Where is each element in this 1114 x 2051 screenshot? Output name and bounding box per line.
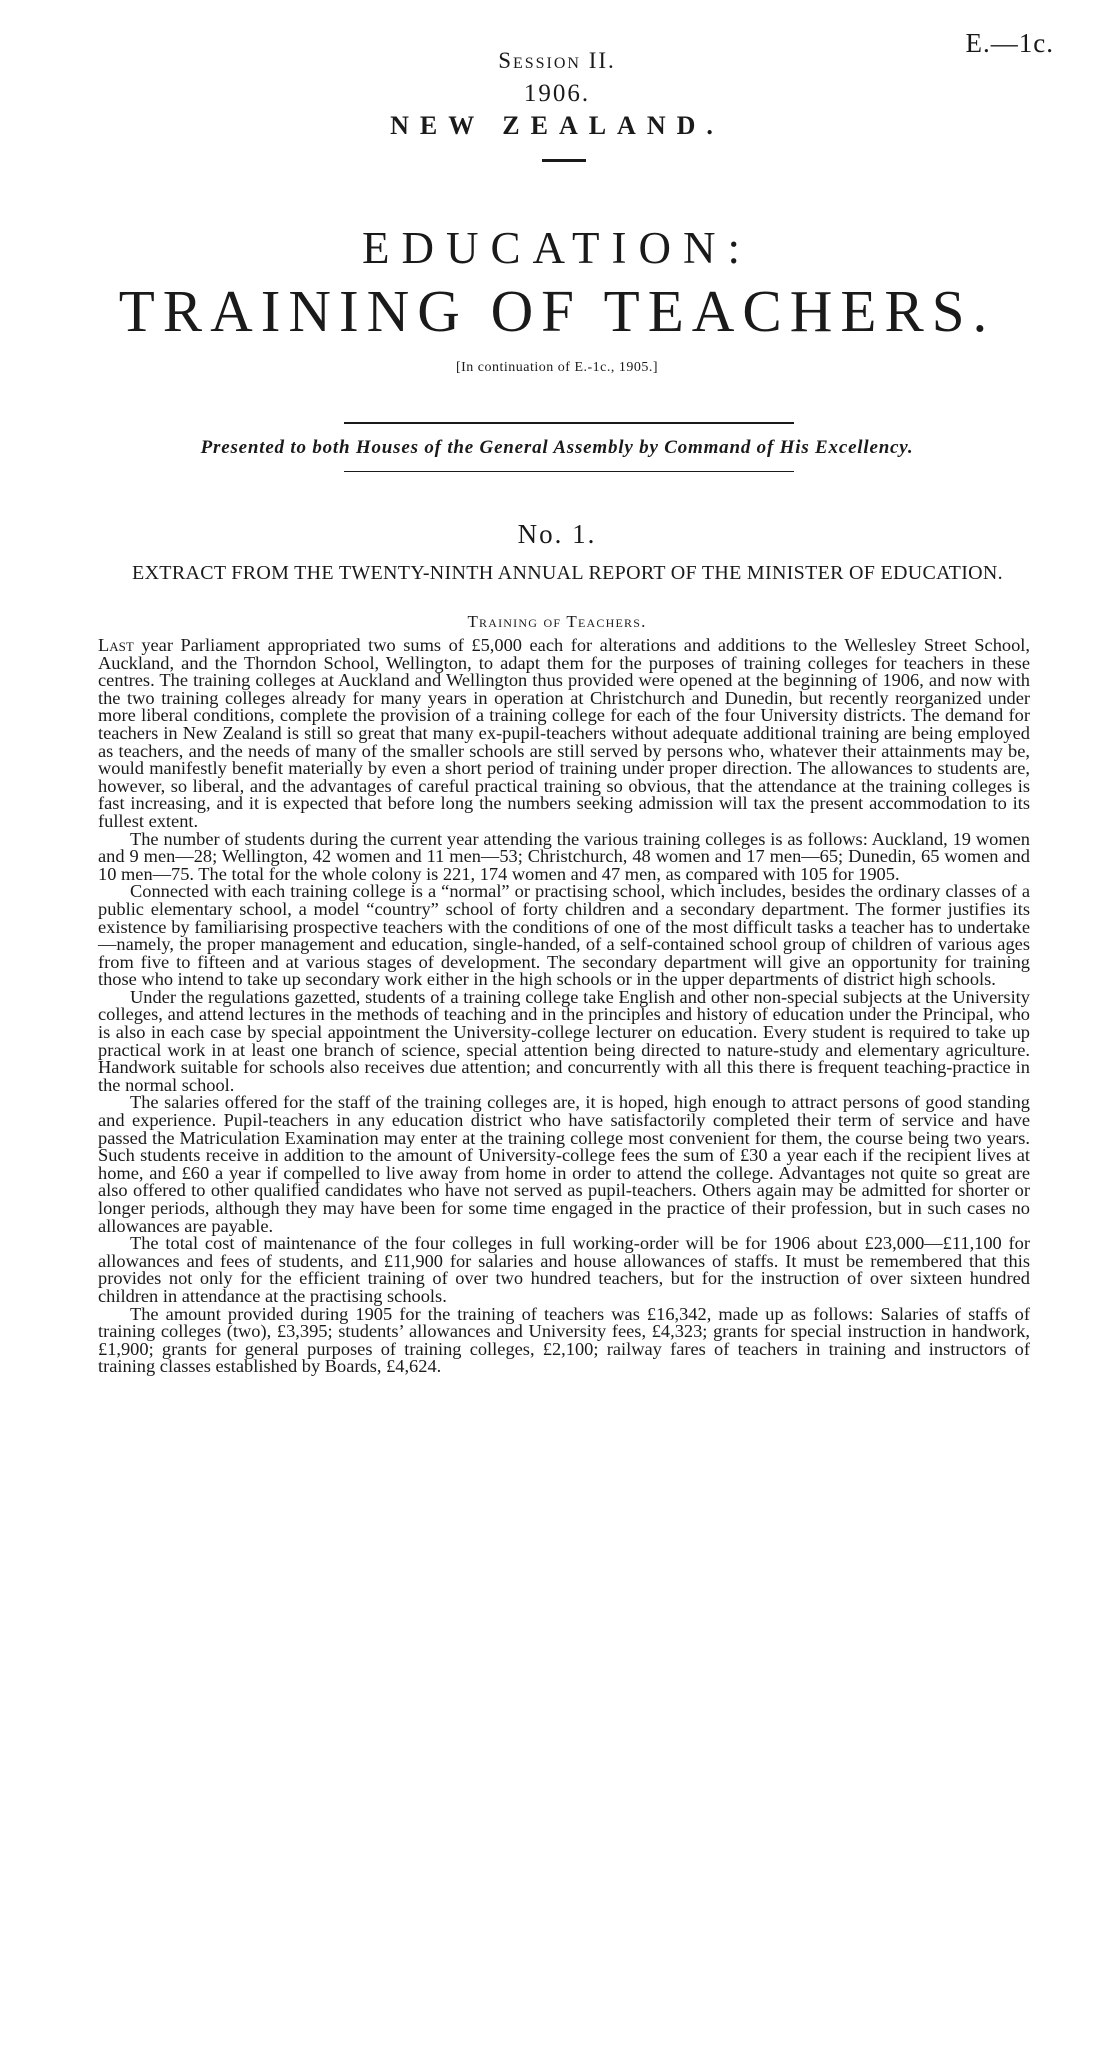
country-label: NEW ZEALAND. bbox=[390, 111, 724, 140]
continuation-note: [In continuation of E.-1c., 1905.] bbox=[455, 360, 659, 375]
session-label: Session II. bbox=[498, 48, 616, 73]
rule-bottom bbox=[344, 471, 794, 472]
paragraph-5: The salaries offered for the staff of the training colleges are, it is hoped, high enough to attract persons of good standing and experience. Pupil-teachers in any education district who have satisfactorily completed their term of service and have passed the Matriculation Examination may enter at the training college most convenient for them, the course being two years. Such students receive in addition to the amount of University-college fees the sum of £30 a year each if the recipient lives at home, and £60 a year if compelled to live away from home in order to attend the college. Advantages not quite so great are also offered to other qualified candidates who have not served as pupil-teachers. Others again may be admitted for shorter or longer periods, although they may have been for some time engaged in the practice of their profession, but in such cases no allowances are payable. bbox=[98, 1092, 1030, 1236]
presented-statement: Presented to both Houses of the General Assembly by Command of His Excellency. bbox=[200, 437, 914, 458]
paragraph-1-first-word: Last bbox=[98, 635, 134, 655]
title-education: EDUCATION: bbox=[362, 223, 752, 273]
paragraph-7: The amount provided during 1905 for the training of teachers was £16,342, made up as follows: Salaries of staffs of training colleges (two), £3,395; students’ allowances and University fees, £4,323; grants for special instruction in handwork, £1,900; grants for general purposes of training colleges, £2,100; railway fares of teachers in training and instructors of training classes established by Boards, £4,624. bbox=[98, 1303, 1030, 1377]
section-subheading: Training of Teachers. bbox=[467, 612, 647, 631]
paragraph-1-text: year Parliament appropriated two sums of £5,000 each for alterations and additions to the Wellesley Street School, Auckland, and the Thorndon School, Wellington, to adapt them for the purposes of training colleges for teachers in these centres. The training colleges at Auckland and Wellington thus provided were opened at the beginning of 1906, and now with the two training colleges already for many years in operation at Christchurch and Dunedin, but recently reorganized under more liberal conditions, complete the provision of a training college for each of the four University districts. The demand for teachers in New Zealand is still so great that many ex-pupil-teachers without adequate additional training are being employed as teachers, and the needs of many of the smaller schools are still served by persons who, whatever their attainments may be, would manifestly benefit materially by even a short period of training under proper direction. The allowances to students are, however, so liberal, and the advantages of careful practical training so obvious, that the attendance at the training colleges is fast increasing, and it is expected that before long the numbers seeking admission will tax the present accommodation to its fullest extent. bbox=[98, 635, 1030, 831]
rule-top bbox=[344, 422, 794, 424]
year-label: 1906. bbox=[523, 80, 591, 107]
paragraph-4: Under the regulations gazetted, students of a training college take English and other non-special subjects at the University colleges, and attend lectures in the methods of teaching and in the principles and history of education under the Principal, who is also in each case by special appointment the University-college lecturer on education. Every student is required to take up practical work in at least one branch of science, special attention being directed to nature-study and elementary agriculture. Handwork suitable for schools also receives due attention; and concurrently with all this there is frequent teaching-practice in the normal school. bbox=[98, 986, 1030, 1095]
document-number: No. 1. bbox=[517, 519, 597, 549]
paragraph-3: Connected with each training college is a “normal” or practising school, which includes, besides the ordinary classes of a public elementary school, a model “country” school of forty children and a secondary department. The former justifies its existence by familiarising prospective teachers with the conditions of one of the most difficult tasks a teacher has to undertake—namely, the proper management and education, single-handed, of a self-contained school group of children of various ages from five to fifteen and at various stages of development. The secondary department will give an opportunity for training those who intend to take up secondary work either in the high schools or in the upper departments of district high schools. bbox=[98, 881, 1030, 990]
body-text bbox=[98, 637, 1030, 1376]
extract-heading: EXTRACT FROM THE TWENTY-NINTH ANNUAL REPORT OF THE MINISTER OF EDUCATION. bbox=[132, 562, 1003, 584]
paragraph-2: The number of students during the current year attending the various training colleges is as follows: Auckland, 19 women and 9 men—28; Wellington, 42 women and 11 men—53; Christchurch, 48 women and 17 men—65; Dunedin, 65 women and 10 men—75. The total for the whole colony is 221, 174 women and 47 men, as compared with 105 for 1905. bbox=[98, 828, 1030, 884]
paragraph-1 bbox=[98, 637, 1030, 831]
document-reference: E.—1c. bbox=[965, 28, 1054, 58]
paragraph-6: The total cost of maintenance of the four colleges in full working-order will be for 1906 about £23,000—£11,100 for allowances and fees of students, and £11,900 for salaries and house allowances of staffs. It must be remembered that this provides not only for the efficient training of over two hundred teachers, but for the instruction of over sixteen hundred children in attendance at the practising schools. bbox=[98, 1233, 1030, 1306]
short-rule bbox=[542, 159, 586, 162]
title-training-of-teachers: TRAINING OF TEACHERS. bbox=[118, 278, 996, 344]
